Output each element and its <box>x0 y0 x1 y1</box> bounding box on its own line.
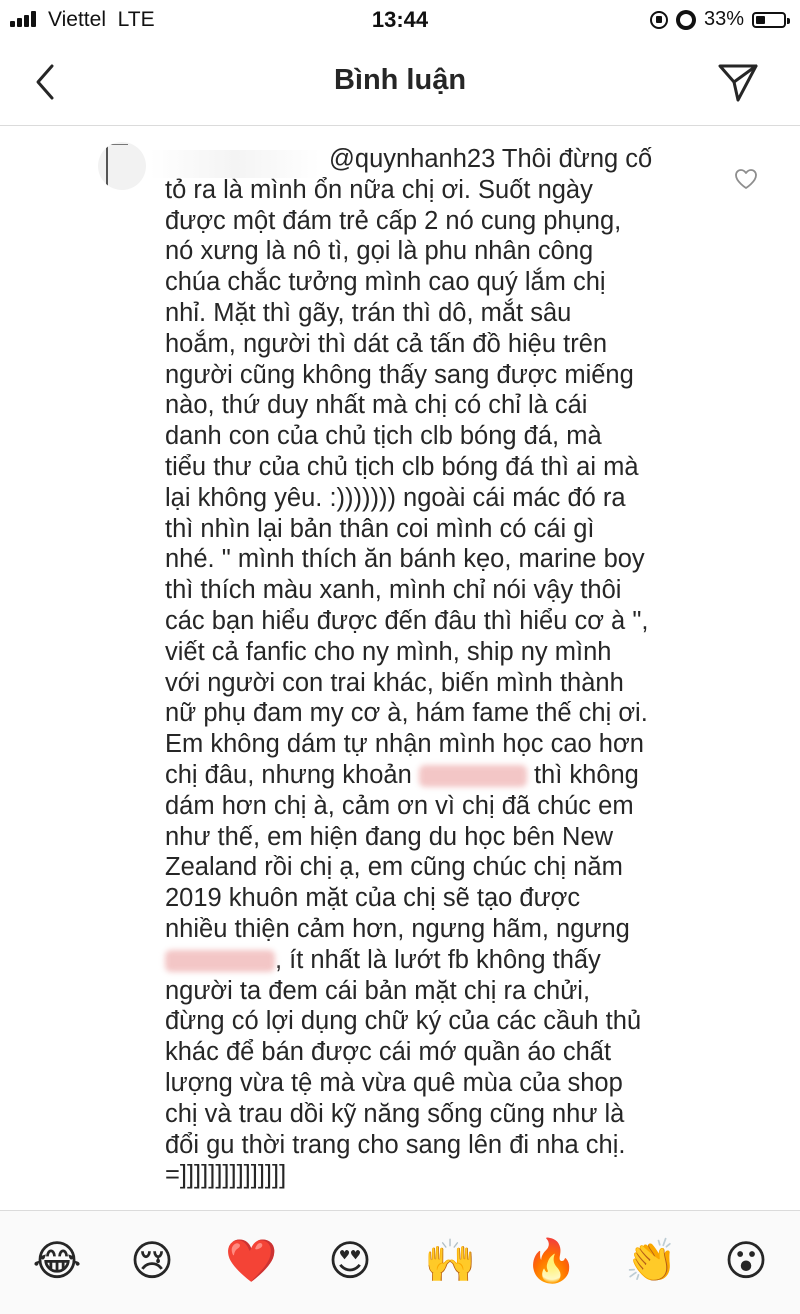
crying-face-icon[interactable]: 😢 <box>130 1236 174 1285</box>
comment-line: tỏ ra là mình ổn nữa chị ơi. Suốt ngày <box>165 175 593 204</box>
status-bar <box>0 0 800 40</box>
comment-text <box>165 144 710 1191</box>
comment-line: Zealand rồi chị ạ, em cũng chúc chị năm <box>165 853 623 882</box>
battery-icon <box>752 12 786 28</box>
comment-line: tiểu thư của chủ tịch clb bóng đá thì ai mà <box>165 452 639 481</box>
comment-line: nó xưng là nô tì, gọi là phu nhân công <box>165 237 594 266</box>
battery-fill <box>756 16 765 24</box>
comment-line: nhỉ. Mặt thì gãy, trán thì dô, mắt sâu <box>165 298 572 327</box>
comment-line: chị và trau dồi kỹ năng sống cũng như là <box>165 1099 625 1128</box>
comment-line: =]]]]]]]]]]]]]]] <box>165 1161 287 1190</box>
battery-percent: 33% <box>703 8 744 30</box>
comment-line: viết cả fanfic cho ny mình, ship ny mình <box>165 637 612 666</box>
comment-line: như thế, em hiện đang du học bên New <box>165 822 614 851</box>
fire-icon[interactable]: 🔥 <box>525 1236 578 1285</box>
surprised-face-icon[interactable]: 😮 <box>724 1236 768 1285</box>
comment-line: danh con của chủ tịch clb bóng đá, mà <box>165 422 602 451</box>
share-button[interactable] <box>714 58 762 106</box>
comment-line: nhiều thiện cảm hơn, ngưng hãm, ngưng <box>165 914 630 943</box>
mention-link[interactable]: @quynhanh23 <box>329 145 496 173</box>
paper-plane-icon <box>714 58 762 106</box>
red-heart-icon[interactable]: ❤️ <box>225 1236 278 1285</box>
comment-line: nữ phụ đam my cơ à, hám fame thế chị ơi. <box>165 699 648 728</box>
network-type: LTE <box>117 8 155 31</box>
page-title: Bình luận <box>333 64 467 96</box>
comment-line: @quynhanh23 Thôi đừng cố <box>329 145 653 173</box>
heart-eyes-icon[interactable]: 😍 <box>328 1236 372 1285</box>
comment-line: lượng vừa tệ mà vừa quê mùa của shop <box>165 1068 623 1097</box>
status-time: 13:44 <box>371 7 429 32</box>
comment-line: thì nhìn lại bản thân coi mình có cái gì <box>165 514 595 543</box>
comment-line: các bạn hiểu được đến đâu thì hiểu cơ à ", <box>165 606 649 635</box>
comment-line: người ta đem cái bản mặt chị ra chửi, <box>165 976 591 1005</box>
comment-line: hoắm, người thì dát cả tấn đồ hiệu trên <box>165 329 608 358</box>
like-button[interactable] <box>734 168 758 190</box>
comment-line: đổi gu thời trang cho sang lên đi nha chị. <box>165 1130 626 1159</box>
comment-item <box>0 126 800 1206</box>
comment-line: thì thích màu xanh, mình chỉ nói vậy thôi <box>165 576 622 605</box>
comment-line: người cũng không thấy sang được miếng <box>165 360 634 389</box>
alarm-icon <box>676 10 696 30</box>
clapping-hands-icon[interactable]: 👏 <box>625 1236 678 1285</box>
comment-line: với người con trai khác, biến mình thành <box>165 668 624 697</box>
comment-line: được một đám trẻ cấp 2 nó cung phụng, <box>165 206 622 235</box>
comment-line: chị đâu, nhưng khoản thì không <box>165 760 639 789</box>
status-right-group <box>650 8 790 31</box>
comment-line: dám hơn chị à, cảm ơn vì chị đã chúc em <box>165 791 634 820</box>
redacted-blur <box>165 950 275 972</box>
comment-line: lại không yêu. :))))))) ngoài cái mác đó ra <box>165 483 626 512</box>
comment-line: chúa chắc tưởng mình cao quý lắm chị <box>165 268 606 297</box>
comment-line: 2019 khuôn mặt của chị sẽ tạo được <box>165 884 581 913</box>
avatar[interactable] <box>98 142 146 190</box>
comment-line: nhé. " mình thích ăn bánh kẹo, marine boy <box>165 545 645 574</box>
redacted-blur <box>419 765 527 787</box>
heart-outline-icon <box>734 168 758 190</box>
comment-line: khác để bán được cái mớ quần áo chất <box>165 1038 612 1067</box>
comment-line: đừng có lợi dụng chữ ký của các cầuh thủ <box>165 1007 642 1036</box>
rotation-lock-icon <box>650 11 668 29</box>
comment-line: nào, thứ duy nhất mà chị có chỉ là cái <box>165 391 588 420</box>
comments-header <box>0 40 800 126</box>
comment-line: , ít nhất là lướt fb không thấy <box>165 945 710 976</box>
emoji-quick-reply-bar <box>0 1210 800 1314</box>
tears-of-joy-icon[interactable]: 😂 <box>32 1236 82 1285</box>
carrier-label: Viettel LTE <box>48 8 155 31</box>
comment-line: Em không dám tự nhận mình học cao hơn <box>165 730 644 759</box>
raising-hands-icon[interactable]: 🙌 <box>424 1236 477 1285</box>
